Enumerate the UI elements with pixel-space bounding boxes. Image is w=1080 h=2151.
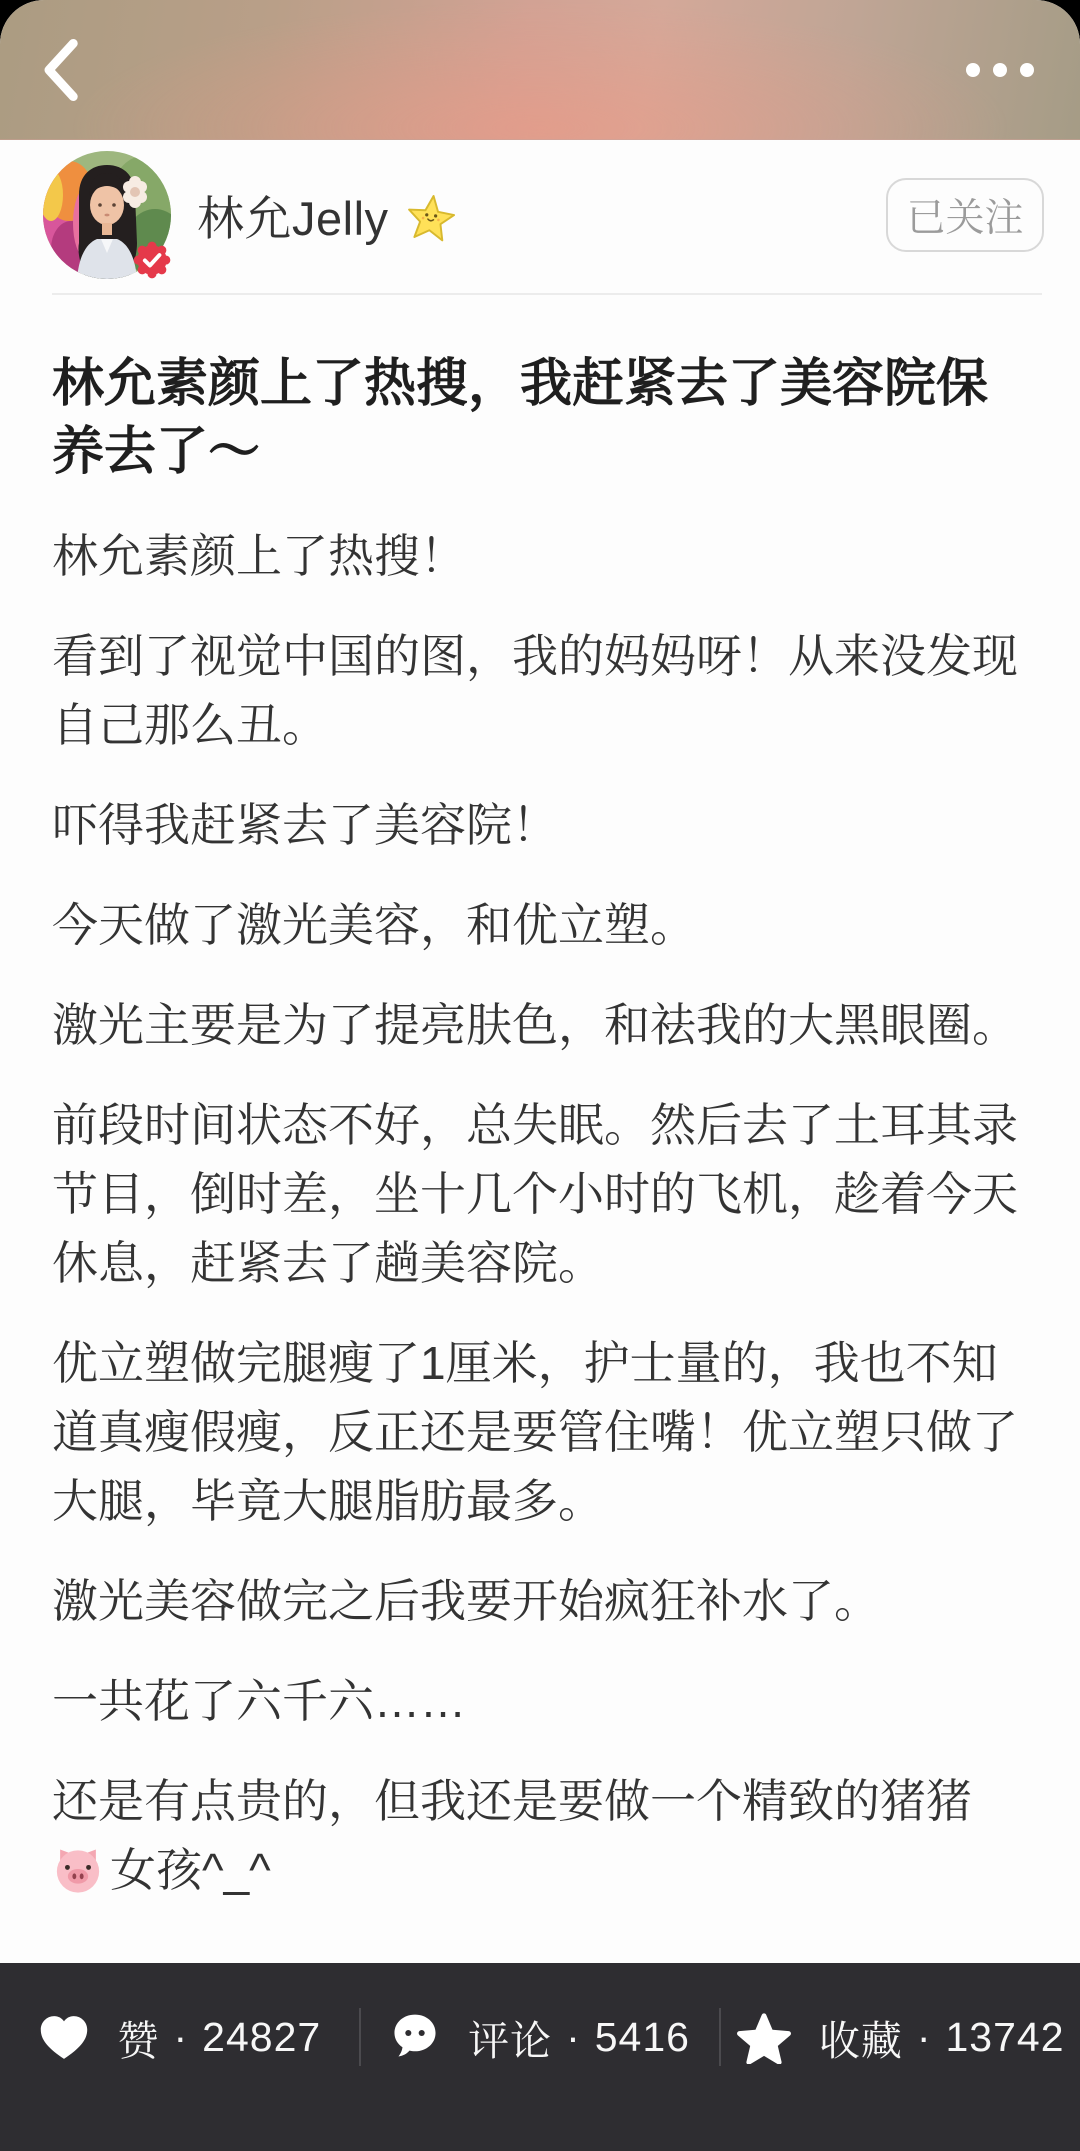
- post-paragraph: 林允素颜上了热搜！: [52, 530, 466, 583]
- post-paragraph: 吓得我赶紧去了美容院！: [52, 799, 558, 852]
- post-header: [0, 0, 1080, 140]
- comment-bubble-icon: [390, 2010, 440, 2064]
- verified-badge-icon: [133, 241, 171, 279]
- comment-button[interactable]: [361, 2008, 720, 2067]
- favorite-count: 13742: [945, 2013, 1065, 2060]
- favorite-label: 收藏: [818, 2017, 903, 2064]
- back-button[interactable]: [40, 35, 100, 105]
- post-title: 林允素颜上了热搜，我赶紧去了美容院保养去了～: [52, 355, 989, 481]
- ellipsis-icon: [966, 63, 980, 77]
- like-count: 24827: [202, 2013, 322, 2060]
- post-paragraph: 一共花了六千六……: [52, 1675, 466, 1728]
- like-label: 赞: [117, 2017, 160, 2064]
- post-body: [52, 522, 1028, 1905]
- post-paragraph: 优立塑做完腿瘦了1厘米，护士量的，我也不知道真瘦假瘦，反正还是要管住嘴！优立塑只做了大腿，毕竟大腿脂肪最多。: [52, 1337, 1018, 1528]
- post-content: [0, 295, 1080, 1905]
- star-emoji: [405, 191, 457, 243]
- dot-separator: ·: [566, 2013, 581, 2060]
- dot-separator: ·: [916, 2013, 932, 2060]
- bottom-action-bar: [0, 1963, 1080, 2151]
- chevron-left-icon: [40, 39, 80, 101]
- comment-count: 5416: [594, 2013, 690, 2060]
- more-options-button[interactable]: [966, 53, 1034, 87]
- author-row: [0, 140, 1080, 293]
- post-paragraph: 今天做了激光美容，和优立塑。: [52, 899, 696, 952]
- pig-emoji: [52, 1843, 104, 1895]
- avatar[interactable]: [43, 151, 171, 279]
- like-button[interactable]: [0, 2008, 359, 2067]
- post-paragraph: 看到了视觉中国的图，我的妈妈呀！从来没发现自己那么丑。: [52, 630, 1018, 752]
- author-name: 林允Jelly: [197, 191, 389, 245]
- post-paragraph: 激光主要是为了提亮肤色，和祛我的大黑眼圈。: [52, 999, 1018, 1052]
- comment-label: 评论: [468, 2017, 553, 2064]
- heart-icon: [38, 2013, 90, 2062]
- favorite-button[interactable]: [721, 2008, 1080, 2067]
- star-icon: [737, 2011, 791, 2064]
- post-paragraph: 激光美容做完之后我要开始疯狂补水了。: [52, 1575, 880, 1628]
- post-paragraph: 前段时间状态不好，总失眠。然后去了土耳其录节目，倒时差，坐十几个小时的飞机，趁着今天休息，赶紧去了趟美容院。: [52, 1099, 1018, 1290]
- author-info: [197, 182, 457, 249]
- dot-separator: ·: [173, 2013, 189, 2060]
- post-paragraph: 还是有点贵的，但我还是要做一个精致的猪猪女孩^_^: [52, 1775, 972, 1897]
- follow-button[interactable]: 已关注: [886, 178, 1044, 252]
